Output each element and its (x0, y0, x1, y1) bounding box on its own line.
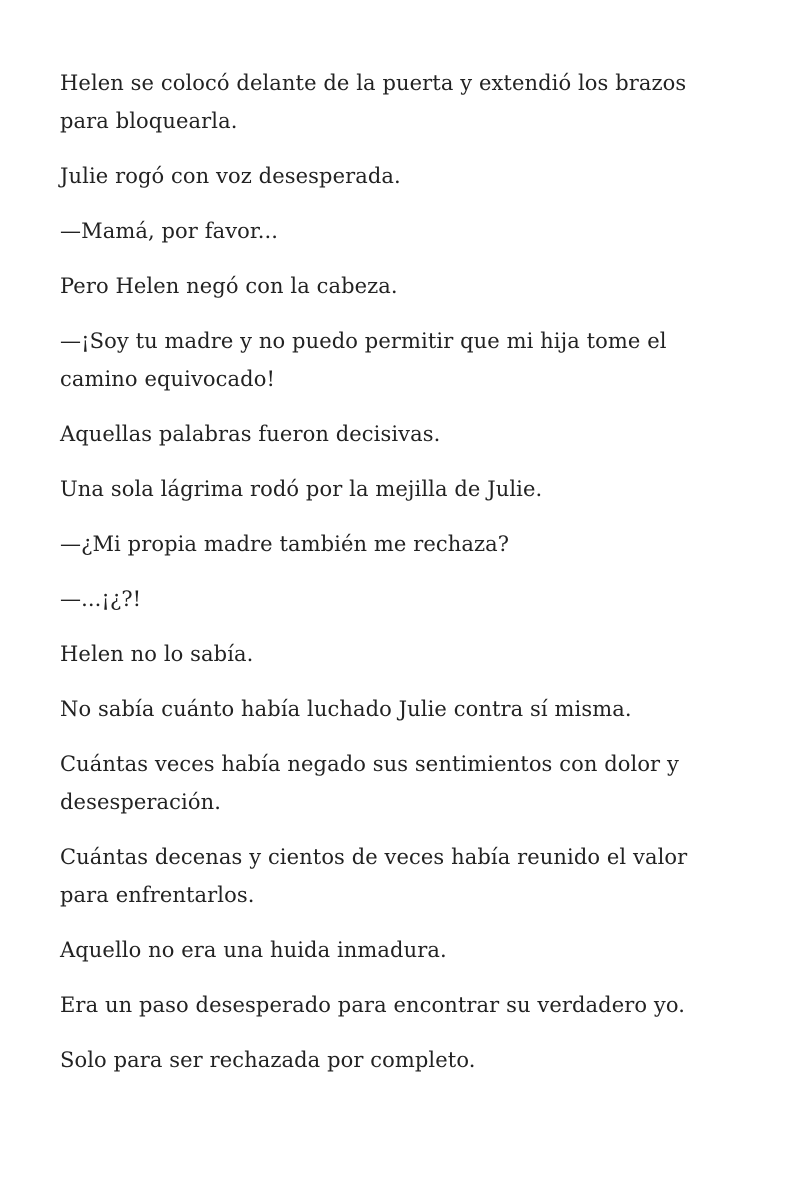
paragraph-5: —¡Soy tu madre y no puedo permitir que mi hija tome el camino equivocado! (60, 329, 667, 391)
paragraph-10: Helen no lo sabía. (60, 642, 254, 666)
paragraph-8: —¿Mi propia madre también me rechaza? (60, 532, 510, 556)
paragraph-13: Cuántas decenas y cientos de veces había reunido el valor para enfrentarlos. (60, 845, 688, 907)
story-text (60, 64, 740, 1079)
paragraph-4: Pero Helen negó con la cabeza. (60, 274, 398, 298)
paragraph-12: Cuántas veces había negado sus sentimientos con dolor y desesperación. (60, 752, 679, 814)
paragraph-16: Solo para ser rechazada por completo. (60, 1048, 476, 1072)
paragraph-1: Helen se colocó delante de la puerta y extendió los brazos para bloquearla. (60, 71, 687, 133)
paragraph-3: —Mamá, por favor... (60, 219, 279, 243)
paragraph-15: Era un paso desesperado para encontrar su verdadero yo. (60, 993, 685, 1017)
paragraph-2: Julie rogó con voz desesperada. (60, 164, 401, 188)
paragraph-11: No sabía cuánto había luchado Julie contra sí misma. (60, 697, 632, 721)
paragraph-7: Una sola lágrima rodó por la mejilla de Julie. (60, 477, 543, 501)
paragraph-6: Aquellas palabras fueron decisivas. (60, 422, 441, 446)
paragraph-9: —...¡¿?! (60, 587, 142, 611)
paragraph-14: Aquello no era una huida inmadura. (60, 938, 447, 962)
